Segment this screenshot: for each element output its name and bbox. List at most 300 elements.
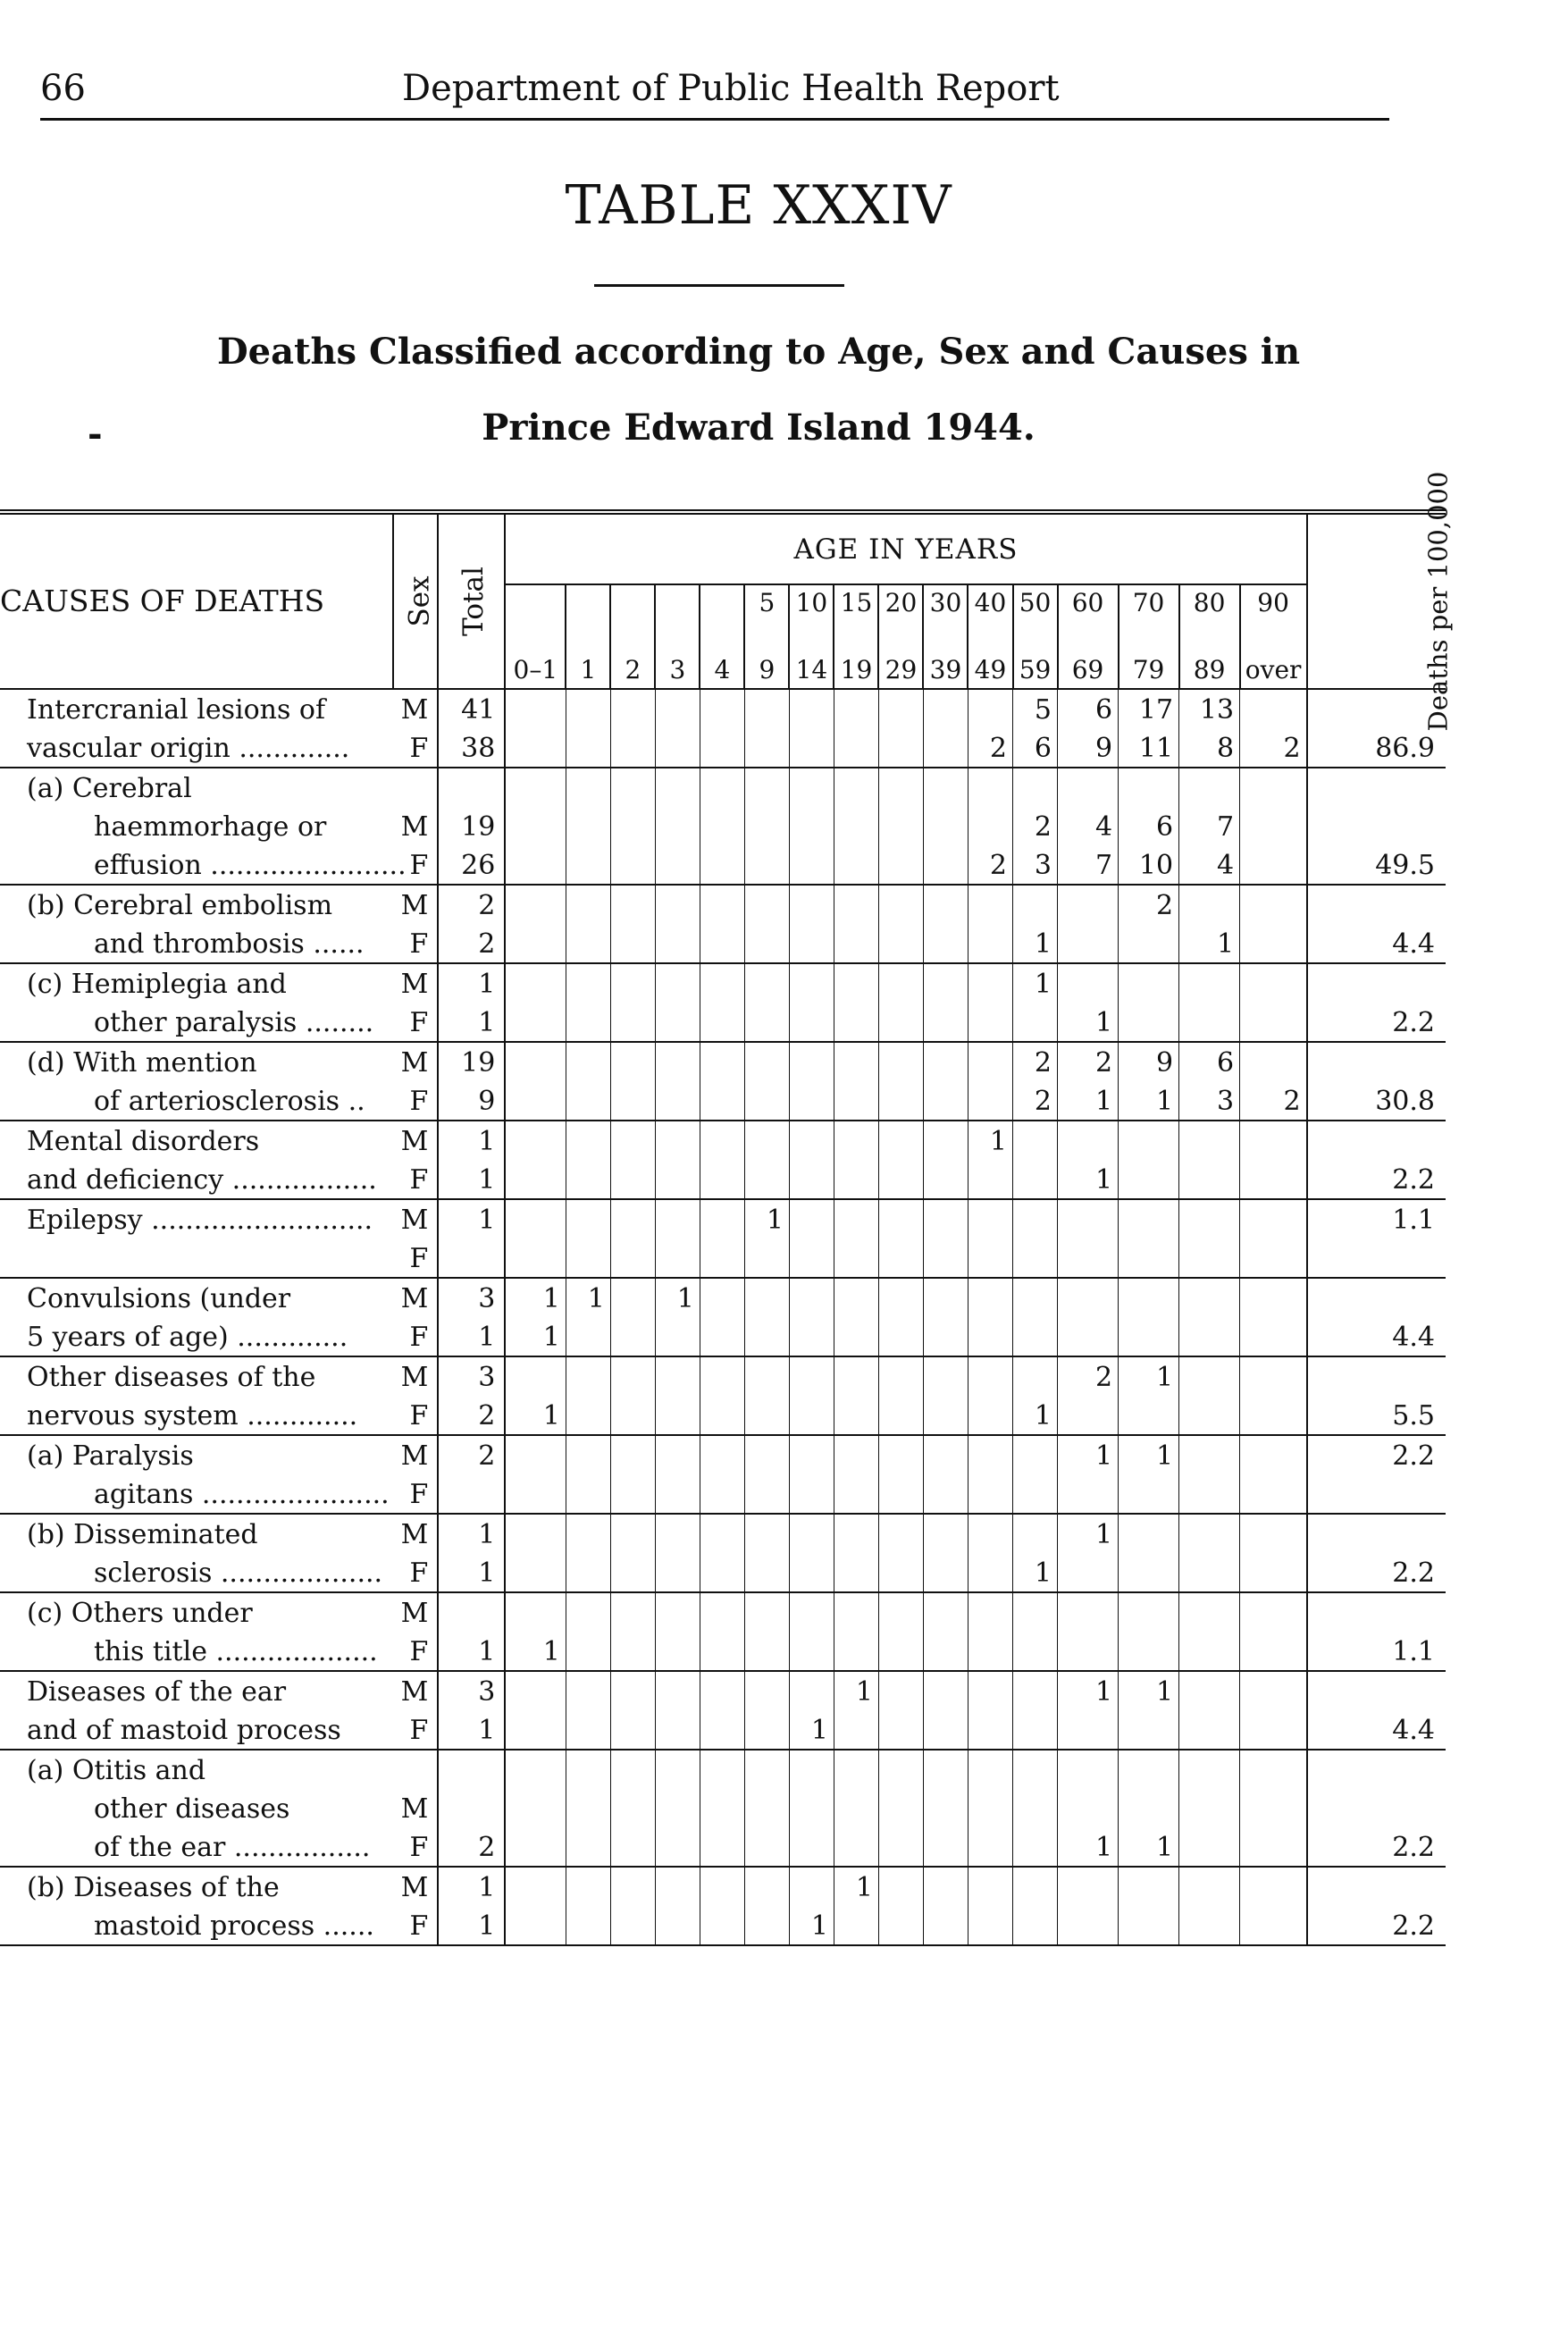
age-cell xyxy=(610,1710,655,1750)
age-cell xyxy=(789,1750,834,1789)
age-cell xyxy=(700,1592,744,1632)
age-cell xyxy=(878,1710,923,1750)
age-cell xyxy=(1240,1278,1307,1317)
age-cell: 2 xyxy=(1013,1042,1058,1081)
age-cell xyxy=(968,1199,1012,1238)
age-cell xyxy=(923,1238,968,1278)
age-cell xyxy=(566,1396,610,1435)
age-cell xyxy=(968,1435,1012,1474)
age-cell xyxy=(610,1867,655,1906)
age-cell xyxy=(505,1081,566,1121)
rate-cell xyxy=(1307,1278,1446,1317)
age-cell xyxy=(789,1514,834,1553)
age-header-bottom-13: 79 xyxy=(1119,621,1179,689)
causes-column-header: CAUSES OF DEATHS xyxy=(0,584,325,618)
age-cell xyxy=(878,1592,923,1632)
age-cell xyxy=(566,1750,610,1789)
age-cell xyxy=(566,689,610,728)
age-cell xyxy=(700,1750,744,1789)
age-cell xyxy=(566,1199,610,1238)
age-cell xyxy=(1013,1356,1058,1396)
age-cell: 2 xyxy=(968,728,1012,768)
table-row xyxy=(0,807,1446,845)
age-cell xyxy=(505,1750,566,1789)
age-cell xyxy=(1013,1867,1058,1906)
age-cell xyxy=(1013,1632,1058,1671)
age-cell xyxy=(1013,1710,1058,1750)
age-cell xyxy=(610,1003,655,1042)
age-cell xyxy=(610,885,655,924)
age-header-top-0 xyxy=(505,584,566,621)
age-cell xyxy=(610,689,655,728)
age-cell xyxy=(610,1042,655,1081)
cause-cell xyxy=(0,1160,393,1199)
age-cell xyxy=(834,924,878,963)
total-cell: 3 xyxy=(438,1671,505,1710)
cause-label: Epilepsy .......................... xyxy=(27,1205,373,1236)
age-cell xyxy=(789,689,834,728)
age-cell xyxy=(566,1906,610,1945)
age-cell: 1 xyxy=(789,1710,834,1750)
rate-cell: 4.4 xyxy=(1307,1317,1446,1356)
rate-cell xyxy=(1307,1474,1446,1514)
age-cell xyxy=(878,1042,923,1081)
total-cell: 1 xyxy=(438,1199,505,1238)
age-cell: 1 xyxy=(505,1278,566,1317)
age-cell xyxy=(789,963,834,1003)
sex-cell: M xyxy=(393,1671,438,1710)
age-cell: 1 xyxy=(1058,1514,1119,1553)
age-cell xyxy=(610,1317,655,1356)
age-cell xyxy=(1013,885,1058,924)
age-cell xyxy=(700,1710,744,1750)
age-header-bottom-12: 69 xyxy=(1058,621,1119,689)
table-row xyxy=(0,1827,1446,1867)
age-cell xyxy=(968,1553,1012,1592)
age-cell: 6 xyxy=(1119,807,1179,845)
age-cell xyxy=(1179,1435,1240,1474)
age-cell xyxy=(878,1396,923,1435)
age-cell xyxy=(789,1121,834,1160)
age-cell xyxy=(744,1121,789,1160)
sex-cell: F xyxy=(409,928,429,960)
sex-cell: F xyxy=(409,1007,429,1038)
sex-cell: M xyxy=(393,1356,438,1396)
age-cell xyxy=(789,1278,834,1317)
age-cell xyxy=(1058,1474,1119,1514)
age-cell xyxy=(566,1121,610,1160)
sex-cell: F xyxy=(409,1636,429,1667)
age-cell xyxy=(878,1199,923,1238)
rate-cell: 1.1 xyxy=(1307,1632,1446,1671)
age-cell xyxy=(1058,1592,1119,1632)
age-cell xyxy=(968,963,1012,1003)
age-cell xyxy=(923,845,968,885)
cause-cell xyxy=(0,1710,393,1750)
cause-cell xyxy=(0,1867,393,1906)
age-cell xyxy=(834,1042,878,1081)
cause-cell xyxy=(0,768,393,807)
age-cell xyxy=(834,1278,878,1317)
age-cell xyxy=(1013,1003,1058,1042)
rate-cell xyxy=(1307,963,1446,1003)
cause-label: other paralysis ........ xyxy=(94,1007,374,1038)
age-header-bottom-4: 4 xyxy=(700,621,744,689)
age-cell xyxy=(744,1592,789,1632)
sex-cell: M xyxy=(400,1793,429,1825)
age-cell xyxy=(878,845,923,885)
table-row xyxy=(0,885,1446,924)
age-cell xyxy=(1013,1514,1058,1553)
age-cell xyxy=(1240,689,1307,728)
age-cell xyxy=(1119,1199,1179,1238)
cause-cell xyxy=(0,1789,393,1827)
age-cell xyxy=(923,1317,968,1356)
table-row xyxy=(0,963,1446,1003)
age-cell xyxy=(1013,1121,1058,1160)
age-cell xyxy=(878,1160,923,1199)
age-cell xyxy=(610,1356,655,1396)
age-cell xyxy=(923,1474,968,1514)
age-cell xyxy=(505,1435,566,1474)
age-cell: 2 xyxy=(968,845,1012,885)
age-cell xyxy=(923,1160,968,1199)
age-cell xyxy=(566,1238,610,1278)
age-cell: 1 xyxy=(1119,1671,1179,1710)
age-cell xyxy=(1058,1789,1119,1827)
age-cell xyxy=(655,1003,700,1042)
age-cell xyxy=(1013,1671,1058,1710)
age-cell xyxy=(610,1121,655,1160)
age-cell: 1 xyxy=(1013,924,1058,963)
age-cell xyxy=(968,1592,1012,1632)
cause-cell xyxy=(0,1592,393,1632)
age-cell xyxy=(1240,1867,1307,1906)
age-cell xyxy=(1119,1867,1179,1906)
age-cell xyxy=(1179,1514,1240,1553)
age-cell xyxy=(655,1160,700,1199)
age-cell xyxy=(834,1160,878,1199)
cause-label: (b) Disseminated xyxy=(27,1519,258,1550)
age-cell xyxy=(923,1553,968,1592)
age-cell xyxy=(1119,1514,1179,1553)
cause-cell xyxy=(0,1121,393,1160)
title-rule xyxy=(594,284,844,287)
age-cell xyxy=(1058,1317,1119,1356)
age-cell xyxy=(1179,1553,1240,1592)
rate-cell: 2.2 xyxy=(1307,1160,1446,1199)
age-cell xyxy=(789,1081,834,1121)
age-cell xyxy=(923,1671,968,1710)
age-cell: 1 xyxy=(1013,963,1058,1003)
table-row xyxy=(0,1356,1446,1396)
cause-label: (c) Hemiplegia and xyxy=(27,969,287,1000)
age-cell xyxy=(744,924,789,963)
age-cell: 1 xyxy=(1013,1396,1058,1435)
age-cell xyxy=(744,1356,789,1396)
cause-label: (d) With mention xyxy=(27,1047,257,1079)
age-cell xyxy=(610,728,655,768)
age-cell xyxy=(744,1160,789,1199)
age-cell: 2 xyxy=(1119,885,1179,924)
age-cell xyxy=(878,1553,923,1592)
age-cell xyxy=(878,1435,923,1474)
age-cell xyxy=(610,1278,655,1317)
age-cell: 10 xyxy=(1119,845,1179,885)
age-cell xyxy=(744,1671,789,1710)
table-row xyxy=(0,1396,1446,1435)
cause-cell xyxy=(0,1042,393,1081)
age-cell: 2 xyxy=(1240,728,1307,768)
age-header-top-9: 30 xyxy=(923,584,968,621)
total-cell: 9 xyxy=(438,1081,505,1121)
age-cell: 6 xyxy=(1058,689,1119,728)
age-cell xyxy=(700,1042,744,1081)
age-cell xyxy=(923,963,968,1003)
rate-cell xyxy=(1307,1750,1446,1789)
age-cell xyxy=(1058,1278,1119,1317)
age-cell xyxy=(923,1592,968,1632)
age-cell xyxy=(878,1750,923,1789)
table-row xyxy=(0,728,1446,768)
rate-cell: 4.4 xyxy=(1307,924,1446,963)
cause-cell xyxy=(0,924,393,963)
total-cell xyxy=(438,1750,505,1789)
cause-cell xyxy=(0,1632,393,1671)
age-cell xyxy=(968,807,1012,845)
age-cell xyxy=(1240,1906,1307,1945)
age-cell xyxy=(655,1710,700,1750)
age-cell xyxy=(834,1514,878,1553)
age-cell xyxy=(1179,1750,1240,1789)
cause-label: of arteriosclerosis .. xyxy=(94,1086,365,1117)
sex-cell xyxy=(393,768,438,807)
age-header-top-12: 60 xyxy=(1058,584,1119,621)
age-cell xyxy=(744,845,789,885)
age-cell: 1 xyxy=(1179,924,1240,963)
age-cell xyxy=(744,1081,789,1121)
table-row xyxy=(0,1632,1446,1671)
age-cell xyxy=(923,1081,968,1121)
age-cell xyxy=(1179,885,1240,924)
age-cell xyxy=(1240,1710,1307,1750)
age-cell xyxy=(1179,768,1240,807)
age-cell xyxy=(700,1632,744,1671)
age-cell xyxy=(505,1238,566,1278)
age-cell xyxy=(610,1435,655,1474)
age-cell xyxy=(1119,768,1179,807)
age-cell: 1 xyxy=(1058,1827,1119,1867)
age-cell xyxy=(968,689,1012,728)
age-cell xyxy=(968,1317,1012,1356)
age-cell xyxy=(834,1435,878,1474)
cause-label: vascular origin ............. xyxy=(27,733,350,764)
age-cell xyxy=(610,1671,655,1710)
age-cell xyxy=(505,807,566,845)
age-cell xyxy=(878,885,923,924)
total-cell: 1 xyxy=(438,1317,505,1356)
age-cell xyxy=(610,768,655,807)
age-cell xyxy=(923,1003,968,1042)
age-cell xyxy=(878,1278,923,1317)
sex-cell: M xyxy=(393,885,438,924)
age-cell xyxy=(655,689,700,728)
age-cell xyxy=(655,885,700,924)
age-cell xyxy=(1179,1396,1240,1435)
age-cell xyxy=(700,1435,744,1474)
age-cell: 4 xyxy=(1058,807,1119,845)
sex-cell: F xyxy=(409,850,429,881)
cause-cell xyxy=(0,1238,393,1278)
age-cell xyxy=(834,768,878,807)
age-header-bottom-7: 19 xyxy=(834,621,878,689)
table-row xyxy=(0,1278,1446,1317)
age-cell xyxy=(700,1396,744,1435)
age-cell xyxy=(1240,1317,1307,1356)
age-cell xyxy=(744,1710,789,1750)
age-cell: 1 xyxy=(566,1278,610,1317)
total-cell xyxy=(438,1789,505,1827)
age-cell xyxy=(968,1238,1012,1278)
age-cell xyxy=(610,1081,655,1121)
age-cell: 2 xyxy=(1013,807,1058,845)
age-cell xyxy=(566,1592,610,1632)
page-number: 66 xyxy=(40,68,86,109)
age-cell xyxy=(566,1867,610,1906)
age-cell: 9 xyxy=(1058,728,1119,768)
age-cell: 1 xyxy=(1119,1081,1179,1121)
age-cell xyxy=(789,1003,834,1042)
age-cell xyxy=(878,1003,923,1042)
age-cell xyxy=(744,1632,789,1671)
cause-cell xyxy=(0,689,393,728)
total-cell xyxy=(438,1474,505,1514)
age-cell xyxy=(923,924,968,963)
age-cell xyxy=(923,1278,968,1317)
age-cell xyxy=(655,1238,700,1278)
sex-cell: F xyxy=(409,1715,429,1746)
total-cell: 2 xyxy=(438,924,505,963)
age-cell xyxy=(923,1750,968,1789)
age-cell: 2 xyxy=(1058,1356,1119,1396)
cause-cell xyxy=(0,1356,393,1396)
age-cell xyxy=(505,1710,566,1750)
age-cell xyxy=(834,689,878,728)
age-cell xyxy=(968,1906,1012,1945)
age-cell xyxy=(923,1042,968,1081)
age-header-bottom-10: 49 xyxy=(968,621,1012,689)
age-cell: 1 xyxy=(505,1317,566,1356)
cause-label: (a) Cerebral xyxy=(27,773,192,804)
age-cell xyxy=(566,1474,610,1514)
age-cell xyxy=(1119,1003,1179,1042)
cause-label: nervous system ............. xyxy=(27,1400,358,1431)
age-cell xyxy=(655,1514,700,1553)
age-cell xyxy=(700,1671,744,1710)
age-cell xyxy=(1058,963,1119,1003)
age-cell xyxy=(789,1356,834,1396)
age-header-bottom-14: 89 xyxy=(1179,621,1240,689)
age-cell xyxy=(566,807,610,845)
sex-cell: M xyxy=(393,1592,438,1632)
age-cell xyxy=(923,768,968,807)
table-subtitle-line1: Deaths Classified according to Age, Sex and Causes in xyxy=(216,331,1301,373)
age-cell xyxy=(566,1553,610,1592)
age-cell: 2 xyxy=(1240,1081,1307,1121)
age-cell xyxy=(610,963,655,1003)
cause-label: Mental disorders xyxy=(27,1126,260,1157)
age-cell xyxy=(1240,1435,1307,1474)
age-cell xyxy=(923,1121,968,1160)
cause-label: Intercranial lesions of xyxy=(27,694,326,726)
age-cell xyxy=(1013,1317,1058,1356)
age-cell xyxy=(744,1238,789,1278)
total-column-header: Total xyxy=(438,515,505,689)
cause-cell xyxy=(0,1278,393,1317)
age-cell xyxy=(789,1042,834,1081)
sex-cell: M xyxy=(393,1435,438,1474)
age-header-bottom-15: over xyxy=(1240,621,1307,689)
age-cell xyxy=(655,963,700,1003)
age-cell xyxy=(566,1632,610,1671)
age-header-top-7: 15 xyxy=(834,584,878,621)
age-cell xyxy=(700,768,744,807)
cause-label: and of mastoid process xyxy=(27,1715,341,1746)
age-cell xyxy=(878,1789,923,1827)
age-cell xyxy=(1179,963,1240,1003)
age-cell xyxy=(610,1514,655,1553)
age-cell xyxy=(968,1474,1012,1514)
table-row xyxy=(0,1081,1446,1121)
table-row xyxy=(0,1553,1446,1592)
age-cell xyxy=(610,1199,655,1238)
rate-cell: 5.5 xyxy=(1307,1396,1446,1435)
age-cell xyxy=(1179,1278,1240,1317)
rate-cell xyxy=(1307,1789,1446,1827)
total-cell: 19 xyxy=(438,1042,505,1081)
age-cell xyxy=(1119,963,1179,1003)
age-cell xyxy=(834,1750,878,1789)
cause-cell xyxy=(0,1750,393,1789)
age-header-bottom-6: 14 xyxy=(789,621,834,689)
age-cell: 1 xyxy=(505,1632,566,1671)
total-cell: 3 xyxy=(438,1356,505,1396)
age-cell xyxy=(1240,1750,1307,1789)
age-cell xyxy=(744,1042,789,1081)
age-cell xyxy=(1179,1317,1240,1356)
sex-cell: M xyxy=(393,1867,438,1906)
age-cell xyxy=(923,1435,968,1474)
rate-cell xyxy=(1307,1671,1446,1710)
sex-cell: F xyxy=(409,1243,429,1274)
age-cell xyxy=(1013,1827,1058,1867)
age-cell xyxy=(505,1514,566,1553)
age-cell xyxy=(1058,1867,1119,1906)
age-cell: 5 xyxy=(1013,689,1058,728)
age-cell xyxy=(610,1632,655,1671)
age-cell xyxy=(505,1553,566,1592)
age-cell xyxy=(566,1081,610,1121)
age-cell xyxy=(1119,1553,1179,1592)
rate-cell xyxy=(1307,1867,1446,1906)
age-cell xyxy=(566,1827,610,1867)
age-cell xyxy=(1240,807,1307,845)
age-cell xyxy=(1119,1710,1179,1750)
age-cell xyxy=(505,1906,566,1945)
rate-cell: 2.2 xyxy=(1307,1906,1446,1945)
age-cell xyxy=(923,1906,968,1945)
age-cell xyxy=(834,1081,878,1121)
